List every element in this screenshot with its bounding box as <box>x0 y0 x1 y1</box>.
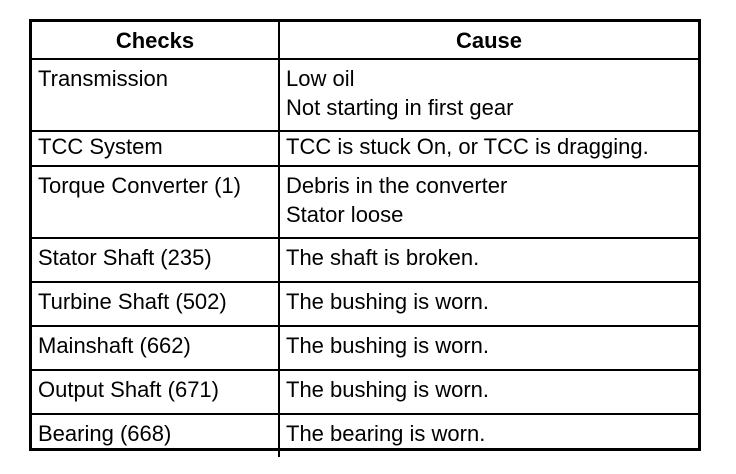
cause-cell <box>279 166 698 238</box>
table-row <box>32 282 698 326</box>
cause-cell: The bearing is worn. <box>279 414 698 457</box>
cause-cell <box>279 59 698 131</box>
cause-cell: The bushing is worn. <box>279 326 698 370</box>
checks-cause-table <box>32 22 698 457</box>
table-row <box>32 131 698 166</box>
check-cell: Turbine Shaft (502) <box>32 282 279 326</box>
check-cell: Output Shaft (671) <box>32 370 279 414</box>
header-checks: Checks <box>32 22 279 59</box>
check-cell: Bearing (668) <box>32 414 279 457</box>
cause-line: Not starting in first gear <box>286 95 514 120</box>
header-cause: Cause <box>279 22 698 59</box>
cause-cell: The shaft is broken. <box>279 238 698 282</box>
table-row <box>32 166 698 238</box>
check-cell: Transmission <box>32 59 279 131</box>
checks-table <box>29 19 701 451</box>
header-row <box>32 22 698 59</box>
cause-cell: TCC is stuck On, or TCC is dragging. <box>279 131 698 166</box>
cause-line: Debris in the converter <box>286 173 508 198</box>
table-row <box>32 414 698 457</box>
check-cell: Stator Shaft (235) <box>32 238 279 282</box>
table-row <box>32 370 698 414</box>
cause-cell: The bushing is worn. <box>279 282 698 326</box>
table-row <box>32 59 698 131</box>
table-row <box>32 326 698 370</box>
cause-line: Stator loose <box>286 202 404 227</box>
table-row <box>32 238 698 282</box>
check-cell: TCC System <box>32 131 279 166</box>
check-cell: Torque Converter (1) <box>32 166 279 238</box>
cause-cell: The bushing is worn. <box>279 370 698 414</box>
check-cell: Mainshaft (662) <box>32 326 279 370</box>
cause-line: Low oil <box>286 66 355 91</box>
